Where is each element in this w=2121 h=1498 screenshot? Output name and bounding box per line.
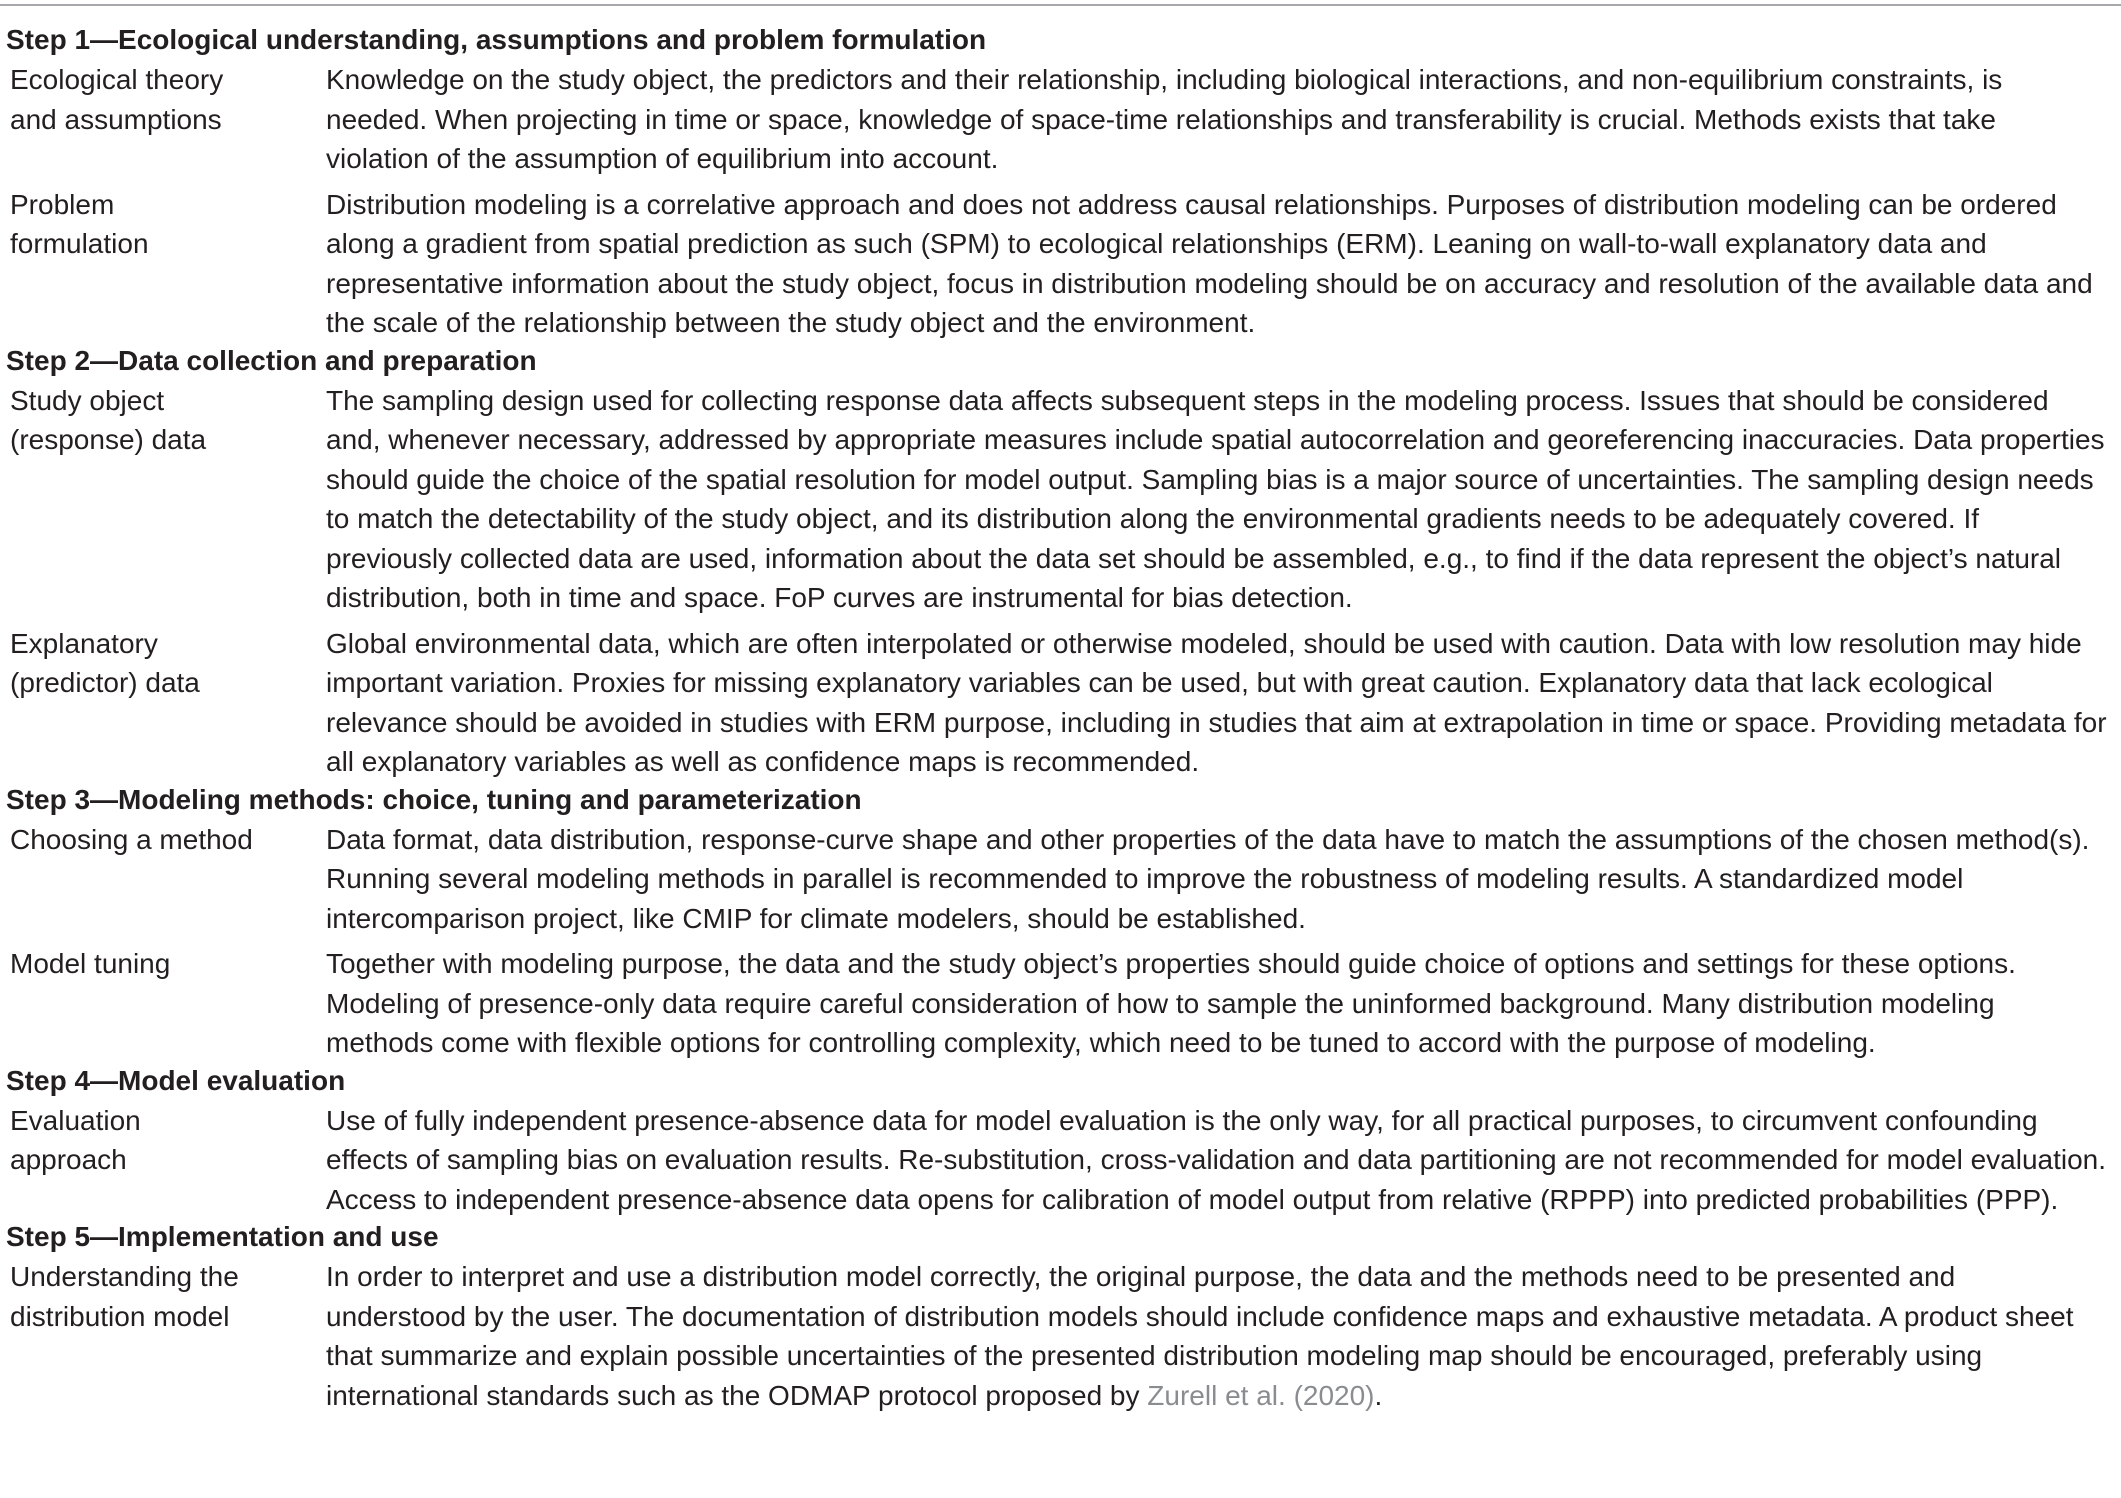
body-line: Distribution modeling is a correlative approach and does not address causal relationships. Purposes of distribution modeling can be ordered: [326, 188, 2057, 220]
body-line: Modeling of presence-only data require careful consideration of how to sample the uninformed background. Many distribution modeling: [326, 987, 1995, 1019]
body-line: In order to interpret and use a distribution model correctly, the original purpose, the data and the methods need to be presented and: [326, 1261, 1956, 1292]
body-line: and, whenever necessary, addressed by appropriate measures include spatial autocorrelation and georeferencing inaccuracies. Data properties: [326, 424, 2105, 455]
top-rule: [0, 4, 2121, 6]
body-line: previously collected data are used, information about the data set should be assembled, e.g., to find if the data represent the object’s natural: [326, 542, 2062, 574]
row-label: [6, 185, 326, 343]
step-2-heading: Step 2—Data collection and preparation: [6, 344, 537, 376]
body-line: to match the detectability of the study object, and its distribution along the environmental gradients needs to be adequately covered. If: [326, 503, 1980, 534]
body-text: .: [1374, 1379, 1383, 1411]
row-body: [326, 624, 2114, 782]
body-line: Data format, data distribution, response-curve shape and other properties of the data have to match the assumptions of the chosen method(s).: [326, 823, 2090, 855]
row-body: [326, 60, 2114, 179]
body-line: along a gradient from spatial prediction as such (SPM) to ecological relationships (ERM). Leaning on wall-to-wall explanatory data and: [326, 228, 1987, 259]
body-line: The sampling design used for collecting response data affects subsequent steps in the modeling process. Issues that should be considered: [326, 384, 2049, 416]
body-line: that summarize and explain possible uncertainties of the presented distribution modeling map should be encouraged, preferably using: [326, 1340, 1983, 1371]
body-line: Access to independent presence-absence data opens for calibration of model output from relative (RPPP) into predicted probabilities (PPP).: [326, 1183, 2059, 1215]
row-label-line: (response) data: [10, 424, 207, 455]
row-body: [326, 381, 2114, 618]
body-text: international standards such as the ODMAP protocol proposed by: [326, 1379, 1148, 1411]
table-row: [6, 820, 2114, 939]
row-body: [326, 944, 2114, 1063]
row-label-line: Problem: [10, 188, 115, 220]
body-line: Use of fully independent presence-absence data for model evaluation is the only way, for all practical purposes, to circumvent confounding: [326, 1104, 2038, 1136]
step-3-heading: Step 3—Modeling methods: choice, tuning and parameterization: [6, 783, 862, 815]
table-row: [6, 1101, 2114, 1220]
row-label-line: distribution model: [10, 1300, 230, 1332]
row-label-line: Explanatory: [10, 627, 158, 659]
body-line: should guide the choice of the spatial resolution for model output. Sampling bias is a major source of uncertainties. The sampling design needs: [326, 463, 2094, 495]
row-label: [6, 1101, 326, 1220]
row-body: [326, 185, 2114, 343]
body-line: Global environmental data, which are often interpolated or otherwise modeled, should be used with caution. Data with low resolution may hide: [326, 627, 2082, 659]
row-label-line: Model tuning: [10, 948, 171, 979]
summary-table: [6, 22, 2114, 1415]
citation-link[interactable]: Zurell et al. (2020): [1147, 1379, 1375, 1411]
body-line: methods come with flexible options for controlling complexity, which need to be tuned to accord with the purpose of modeling.: [326, 1027, 1876, 1058]
table-row: [6, 944, 2114, 1063]
row-label-line: formulation: [10, 228, 149, 259]
row-label-line: (predictor) data: [10, 667, 200, 698]
table-row: [6, 60, 2114, 179]
step-4-heading: Step 4—Model evaluation: [6, 1064, 346, 1096]
row-label-line: Ecological theory: [10, 64, 224, 95]
row-label-line: Choosing a method: [10, 823, 253, 855]
row-label-line: Study object: [10, 384, 165, 416]
row-label-line: Understanding the: [10, 1261, 239, 1292]
row-label-line: and assumptions: [10, 103, 222, 135]
body-line: representative information about the study object, focus in distribution modeling should be on accuracy and resolution of the available data and: [326, 267, 2093, 299]
body-line: Together with modeling purpose, the data and the study object’s properties should guide choice of options and settings for these options.: [326, 948, 2016, 979]
body-line: Knowledge on the study object, the predictors and their relationship, including biological interactions, and non-equilibrium constraints, is: [326, 64, 2003, 95]
body-line: understood by the user. The documentation of distribution models should include confidence maps and exhaustive metadata. A product sheet: [326, 1300, 2074, 1332]
row-body: [326, 820, 2114, 939]
row-label: [6, 381, 326, 618]
row-label: [6, 820, 326, 939]
body-line: relevance should be avoided in studies with ERM purpose, including in studies that aim at extrapolation in time or space. Providing metadata for: [326, 706, 2107, 738]
table-row: [6, 381, 2114, 618]
body-line: all explanatory variables as well as confidence maps is recommended.: [326, 746, 1200, 777]
table-row: [6, 624, 2114, 782]
row-label-line: approach: [10, 1144, 127, 1175]
body-line: needed. When projecting in time or space, knowledge of space-time relationships and transferability is crucial. Methods exists that take: [326, 103, 1996, 135]
row-label-line: Evaluation: [10, 1104, 141, 1136]
table-row: [6, 1257, 2114, 1415]
table-row: [6, 185, 2114, 343]
row-body: [326, 1257, 2114, 1415]
body-line: Running several modeling methods in parallel is recommended to improve the robustness of modeling results. A standardized model: [326, 863, 1964, 894]
step-5-heading: Step 5—Implementation and use: [6, 1221, 439, 1252]
row-body: [326, 1101, 2114, 1220]
body-line: effects of sampling bias on evaluation results. Re-substitution, cross-validation and data partitioning are not recommended for model evaluation.: [326, 1144, 2107, 1175]
row-label: [6, 624, 326, 782]
body-line: [326, 1376, 2114, 1416]
body-line: important variation. Proxies for missing explanatory variables can be used, but with great caution. Explanatory data that lack ecological: [326, 667, 1993, 698]
body-line: distribution, both in time and space. FoP curves are instrumental for bias detection.: [326, 582, 1353, 613]
body-line: the scale of the relationship between the study object and the environment.: [326, 307, 1256, 338]
row-label: [6, 1257, 326, 1415]
body-line: violation of the assumption of equilibrium into account.: [326, 143, 999, 174]
row-label: [6, 944, 326, 1063]
step-1-heading: Step 1—Ecological understanding, assumptions and problem formulation: [6, 24, 987, 55]
row-label: [6, 60, 326, 179]
body-line: intercomparison project, like CMIP for climate modelers, should be established.: [326, 902, 1306, 934]
